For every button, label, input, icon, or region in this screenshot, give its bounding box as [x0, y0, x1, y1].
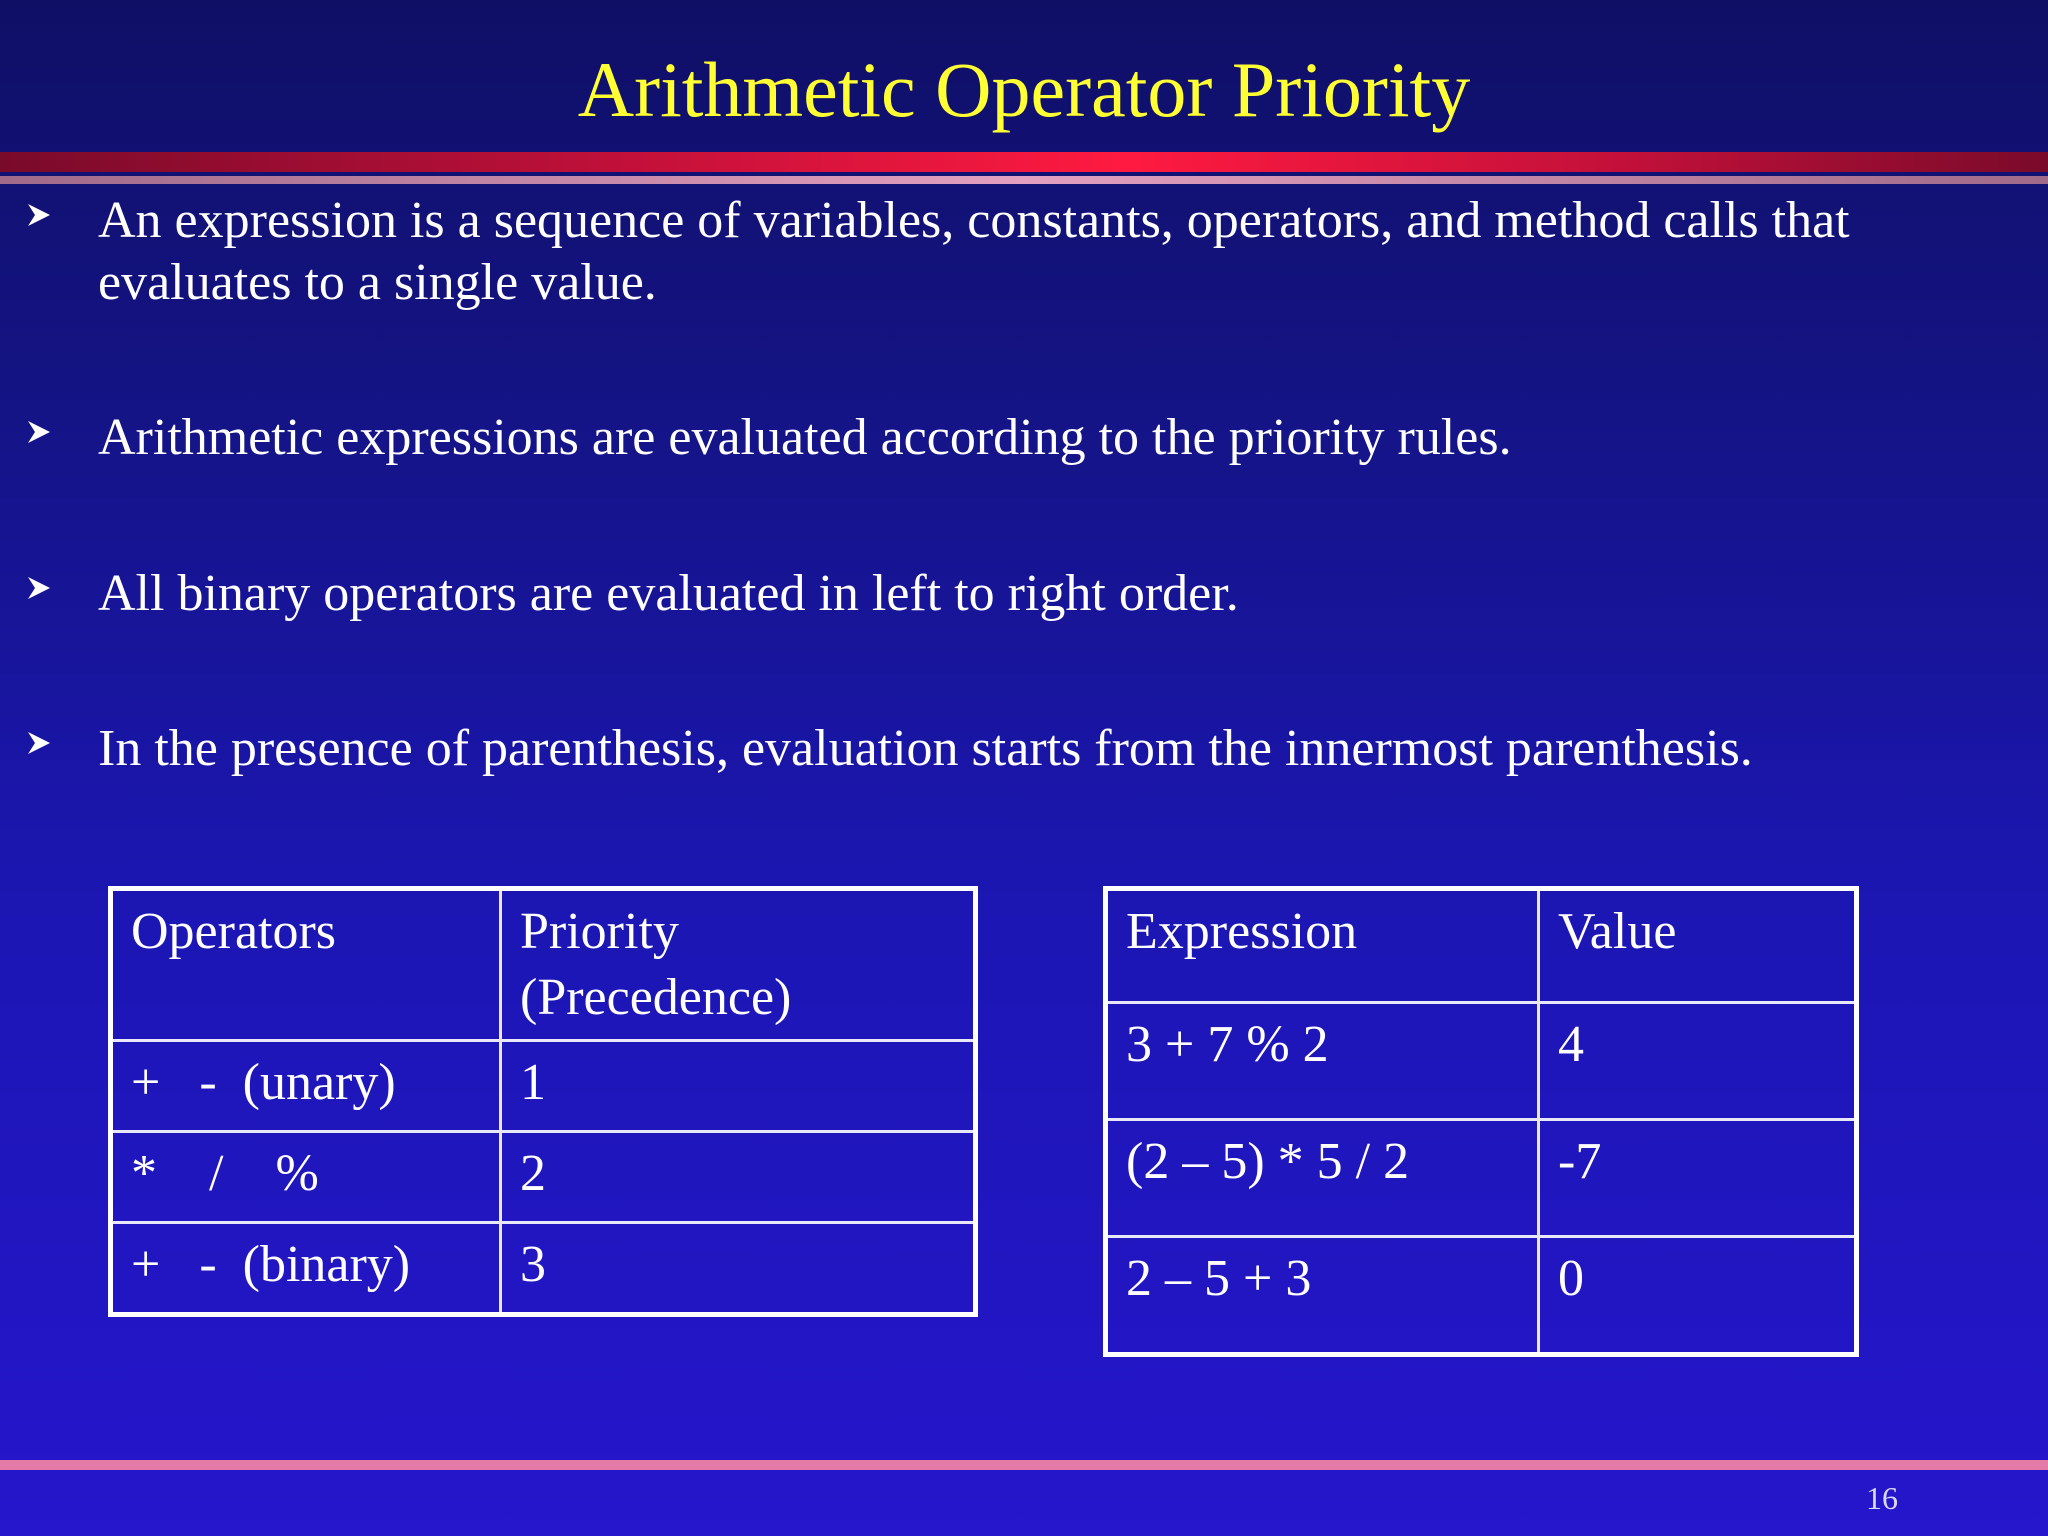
arrow-bullet-icon: [24, 200, 54, 230]
expression-cell: 3 + 7 % 2: [1106, 1003, 1539, 1120]
table-row: [111, 1223, 976, 1315]
operator-cell: * / %: [111, 1132, 501, 1223]
column-header-value: Value: [1539, 889, 1857, 1003]
title-underline-bar: [0, 152, 2048, 172]
column-header-operators: Operators: [111, 889, 501, 1041]
column-header-priority: Priority (Precedence): [501, 889, 976, 1041]
table-row: [1106, 1003, 1857, 1120]
expression-cell: 2 – 5 + 3: [1106, 1237, 1539, 1355]
arrow-bullet-icon: [24, 417, 54, 447]
column-header-expression: Expression: [1106, 889, 1539, 1003]
value-cell: -7: [1539, 1120, 1857, 1237]
expression-cell: (2 – 5) * 5 / 2: [1106, 1120, 1539, 1237]
operator-cell: + - (binary): [111, 1223, 501, 1315]
value-cell: 0: [1539, 1237, 1857, 1355]
operator-cell: + - (unary): [111, 1041, 501, 1132]
priority-cell: 3: [501, 1223, 976, 1315]
table-row: [111, 1041, 976, 1132]
slide-title: Arithmetic Operator Priority: [577, 46, 1471, 133]
priority-cell: 2: [501, 1132, 976, 1223]
bullet-text: An expression is a sequence of variables, constants, operators, and method calls that evaluates to a single value.: [98, 192, 1850, 311]
bullet-text: In the presence of parenthesis, evaluation starts from the innermost parenthesis.: [98, 720, 1753, 777]
expression-value-table: [1103, 886, 1859, 1357]
arrow-bullet-icon: [24, 573, 54, 603]
value-cell: 4: [1539, 1003, 1857, 1120]
arrow-bullet-icon: [24, 728, 54, 758]
table-row: [1106, 1120, 1857, 1237]
table-header-row: [1106, 889, 1857, 1003]
table-row: [111, 1132, 976, 1223]
table-header-row: [111, 889, 976, 1041]
title-underline-accent: [0, 176, 2048, 184]
operator-priority-table: [108, 886, 978, 1317]
page-number: 16: [1866, 1480, 1898, 1516]
bullet-text: All binary operators are evaluated in left to right order.: [98, 565, 1239, 622]
footer-bar: [0, 1460, 2048, 1470]
bullet-text: Arithmetic expressions are evaluated according to the priority rules.: [98, 409, 1512, 466]
priority-cell: 1: [501, 1041, 976, 1132]
table-row: [1106, 1237, 1857, 1355]
